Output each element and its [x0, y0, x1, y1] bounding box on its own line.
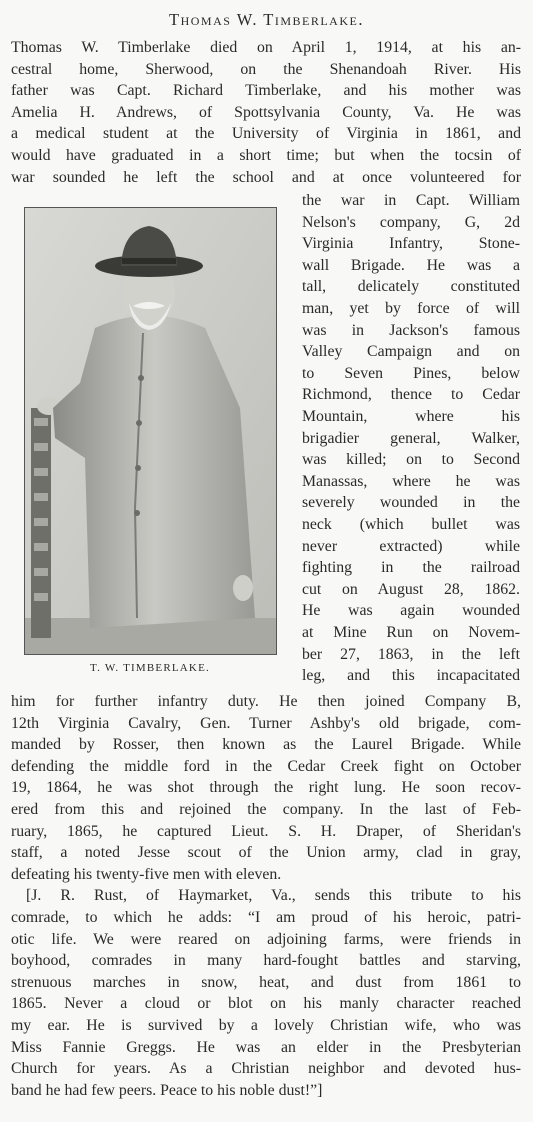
text-line: manded by Rosser, then known as the Laurel Brigade. While [11, 736, 521, 754]
text-line: Amelia H. Andrews, of Spottsylvania County, Va. He was [11, 103, 521, 121]
text-line: never extracted) while [302, 537, 520, 555]
text-line: Mountain, where his [302, 408, 520, 425]
article-title: Thomas W. Timberlake. [169, 10, 364, 29]
text-line: comrade, to which he adds: “I am proud of his heroic, patri- [11, 909, 521, 926]
text-line: band he had few peers. Peace to his noble dust!”] [11, 1081, 323, 1099]
text-line: Miss Fannie Greggs. He was an elder in the Presbyterian [11, 1038, 521, 1056]
text-line: him for further infantry duty. He then joined Company B, [11, 693, 521, 710]
text-line: was in Jackson's famous [302, 321, 520, 339]
text-line: fighting in the railroad [302, 559, 520, 577]
text-line: my ear. He is survived by a lovely Christian wife, who was [11, 1017, 521, 1034]
text-line: Church for years. As a Christian neighbor and devoted hus- [11, 1060, 521, 1078]
text-line: brigadier general, Walker, [302, 429, 520, 447]
text-line: Manassas, where he was [302, 472, 520, 490]
text-line: Nelson's company, G, 2d [302, 213, 520, 231]
text-line: Richmond, thence to Cedar [302, 386, 520, 404]
text-line: He was again wounded [302, 602, 520, 620]
text-line: Valley Campaign and on [302, 343, 520, 361]
text-line: cestral home, Sherwood, on the Shenandoah River. His [11, 60, 521, 78]
photo-caption: T. W. TIMBERLAKE. [90, 662, 210, 674]
text-line: 19, 1864, he was shot through the right lung. He soon recov- [11, 779, 521, 797]
text-line: cut on August 28, 1862. [302, 580, 520, 598]
portrait-photo [24, 207, 277, 655]
text-line: strenuous marches in snow, heat, and dust from 1861 to [11, 973, 521, 991]
text-line: [J. R. Rust, of Haymarket, Va., sends this tribute to his [26, 887, 521, 905]
text-line: severely wounded in the [302, 494, 520, 512]
text-line: at Mine Run on Novem- [302, 624, 520, 641]
text-line: 12th Virginia Cavalry, Gen. Turner Ashby's old brigade, com- [11, 714, 521, 732]
text-line: boyhood, comrades in many hard-fought battles and starving, [11, 952, 521, 970]
text-line: 1865. Never a cloud or blot on his manly character reached [11, 995, 521, 1013]
text-line: father was Capt. Richard Timberlake, and his mother was [11, 82, 521, 100]
text-line: was killed; on to Second [302, 451, 520, 469]
text-line: ered from this and rejoined the company. In the last of Feb- [11, 801, 521, 818]
text-line: defeating his twenty-five men with eleven. [11, 865, 282, 883]
text-line: Virginia Infantry, Stone- [302, 235, 520, 253]
text-line: Thomas W. Timberlake died on April 1, 1914, at his an- [11, 39, 521, 56]
text-line: staff, a noted Jesse scout of the Union army, clad in gray, [11, 844, 521, 862]
text-line: would have graduated in a short time; but when the tocsin of [11, 147, 521, 164]
portrait-illustration [25, 208, 276, 654]
text-line: ruary, 1865, he captured Lieut. S. H. Draper, of Sheridan's [11, 822, 521, 840]
text-line: the war in Capt. William [302, 192, 520, 209]
text-line: wall Brigade. He was a [302, 256, 520, 274]
text-line: neck (which bullet was [302, 516, 520, 533]
text-line: to Seven Pines, below [302, 364, 520, 382]
text-line: leg, and this incapacitated [302, 667, 520, 685]
text-line: a medical student at the University of Virginia in 1861, and [11, 125, 521, 143]
text-line: otic life. We were reared on adjoining farms, were friends in [11, 930, 521, 948]
text-line: ber 27, 1863, in the left [302, 645, 520, 663]
text-line: defending the middle ford in the Cedar Creek fight on October [11, 757, 521, 775]
text-line: man, yet by force of will [302, 300, 520, 317]
text-line: tall, delicately constituted [302, 278, 520, 296]
text-line: war sounded he left the school and at once volunteered for [11, 168, 521, 186]
